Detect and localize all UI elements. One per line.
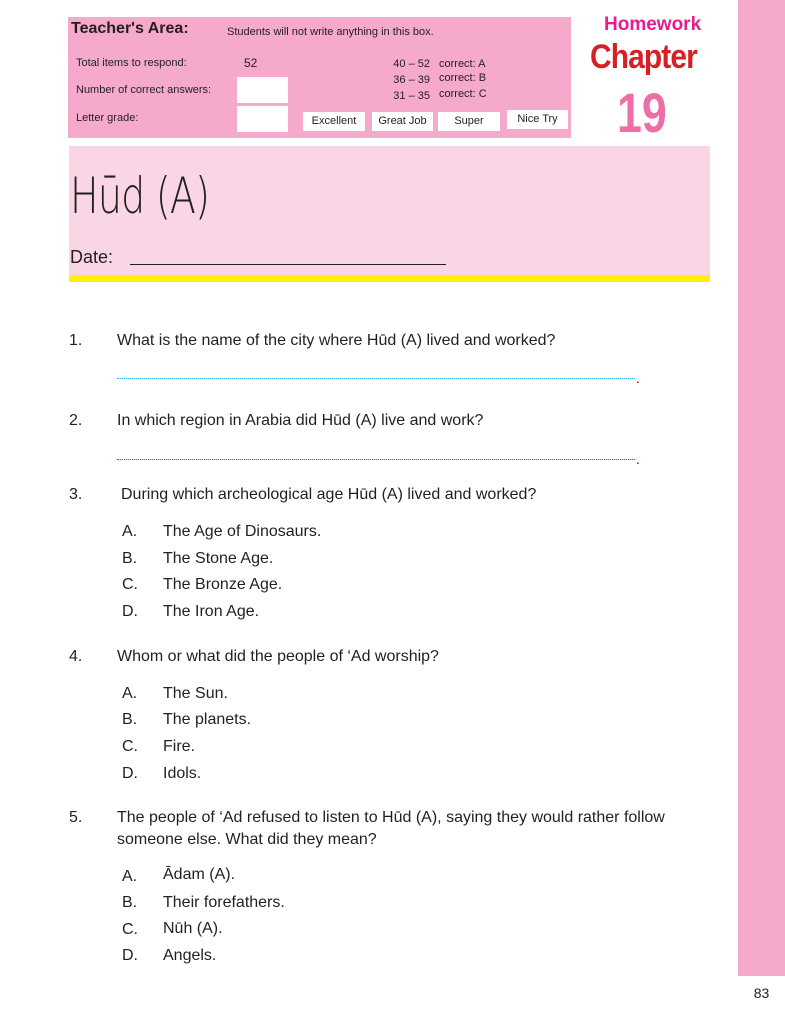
question-text: Whom or what did the people of ‘Ad worship? <box>117 648 439 665</box>
title-underline-bar <box>69 275 710 282</box>
option-letter: C. <box>122 576 138 593</box>
option-letter: A. <box>122 868 138 885</box>
option-letter: B. <box>122 550 138 567</box>
grade-letter: correct: B <box>439 72 487 84</box>
option-text[interactable]: The Iron Age. <box>163 603 260 620</box>
date-label: Date: <box>70 247 114 267</box>
teacher-area <box>68 17 571 138</box>
option-text[interactable]: Ādam (A). <box>163 866 236 883</box>
question-number: 1. <box>69 332 83 349</box>
grade-range: 31 – 35 <box>393 90 430 102</box>
stamp-super[interactable]: Super <box>438 112 500 131</box>
option-text[interactable]: The Stone Age. <box>163 550 274 567</box>
answer-line[interactable] <box>117 459 635 460</box>
option-text[interactable]: Idols. <box>163 765 202 782</box>
option-text[interactable]: The Age of Dinosaurs. <box>163 523 322 540</box>
correct-answers-label: Number of correct answers: <box>76 84 212 96</box>
answer-line[interactable] <box>117 378 635 379</box>
option-text[interactable]: The Sun. <box>163 685 228 702</box>
question-number: 2. <box>69 412 83 429</box>
question-number: 5. <box>69 809 83 826</box>
option-letter: B. <box>122 711 138 728</box>
option-text[interactable]: Fire. <box>163 738 195 755</box>
option-text[interactable]: The Bronze Age. <box>163 576 283 593</box>
grade-range: 36 – 39 <box>393 74 430 86</box>
option-letter: C. <box>122 738 138 755</box>
answer-line-end: . <box>636 451 640 467</box>
answer-line-end: . <box>636 370 640 386</box>
question-text: The people of ‘Ad refused to listen to Hūd (A), saying they would rather follow someone else. What did they mean? <box>117 809 665 848</box>
correct-answers-field[interactable] <box>237 77 288 103</box>
stamp-nice-try[interactable]: Nice Try <box>507 110 568 129</box>
chapter-number: 19 <box>617 81 667 144</box>
total-items-value: 52 <box>244 56 258 70</box>
option-letter: D. <box>122 947 138 964</box>
option-text[interactable]: Nūh (A). <box>163 920 223 937</box>
page-title: Hūd (A) <box>70 167 210 225</box>
question-text: During which archeological age Hūd (A) lived and worked? <box>121 486 537 503</box>
stamp-excellent[interactable]: Excellent <box>303 112 365 131</box>
date-field[interactable] <box>130 264 446 265</box>
question-number: 3. <box>69 486 83 503</box>
total-items-label: Total items to respond: <box>76 57 187 69</box>
option-letter: B. <box>122 894 138 911</box>
option-letter: D. <box>122 765 138 782</box>
teacher-area-note: Students will not write anything in this box. <box>227 26 434 38</box>
chapter-label: Chapter <box>590 38 697 76</box>
page-number: 83 <box>753 985 770 1001</box>
option-letter: A. <box>122 685 138 702</box>
option-letter: C. <box>122 921 138 938</box>
stamp-great-job[interactable]: Great Job <box>372 112 433 131</box>
option-letter: A. <box>122 523 138 540</box>
option-text[interactable]: The planets. <box>163 711 252 728</box>
question-text: What is the name of the city where Hūd (A) lived and worked? <box>117 332 556 349</box>
letter-grade-field[interactable] <box>237 106 288 132</box>
option-text[interactable]: Angels. <box>163 947 217 964</box>
letter-grade-label: Letter grade: <box>76 112 139 124</box>
grade-letter: correct: C <box>439 88 487 100</box>
grade-letter: correct: A <box>439 58 486 70</box>
option-letter: D. <box>122 603 138 620</box>
question-text: In which region in Arabia did Hūd (A) live and work? <box>117 412 484 429</box>
homework-label: Homework <box>604 14 702 35</box>
teacher-area-title: Teacher's Area: <box>71 20 189 37</box>
option-text[interactable]: Their forefathers. <box>163 894 285 911</box>
side-strip <box>738 0 785 976</box>
grade-range: 40 – 52 <box>393 58 430 70</box>
question-number: 4. <box>69 648 83 665</box>
